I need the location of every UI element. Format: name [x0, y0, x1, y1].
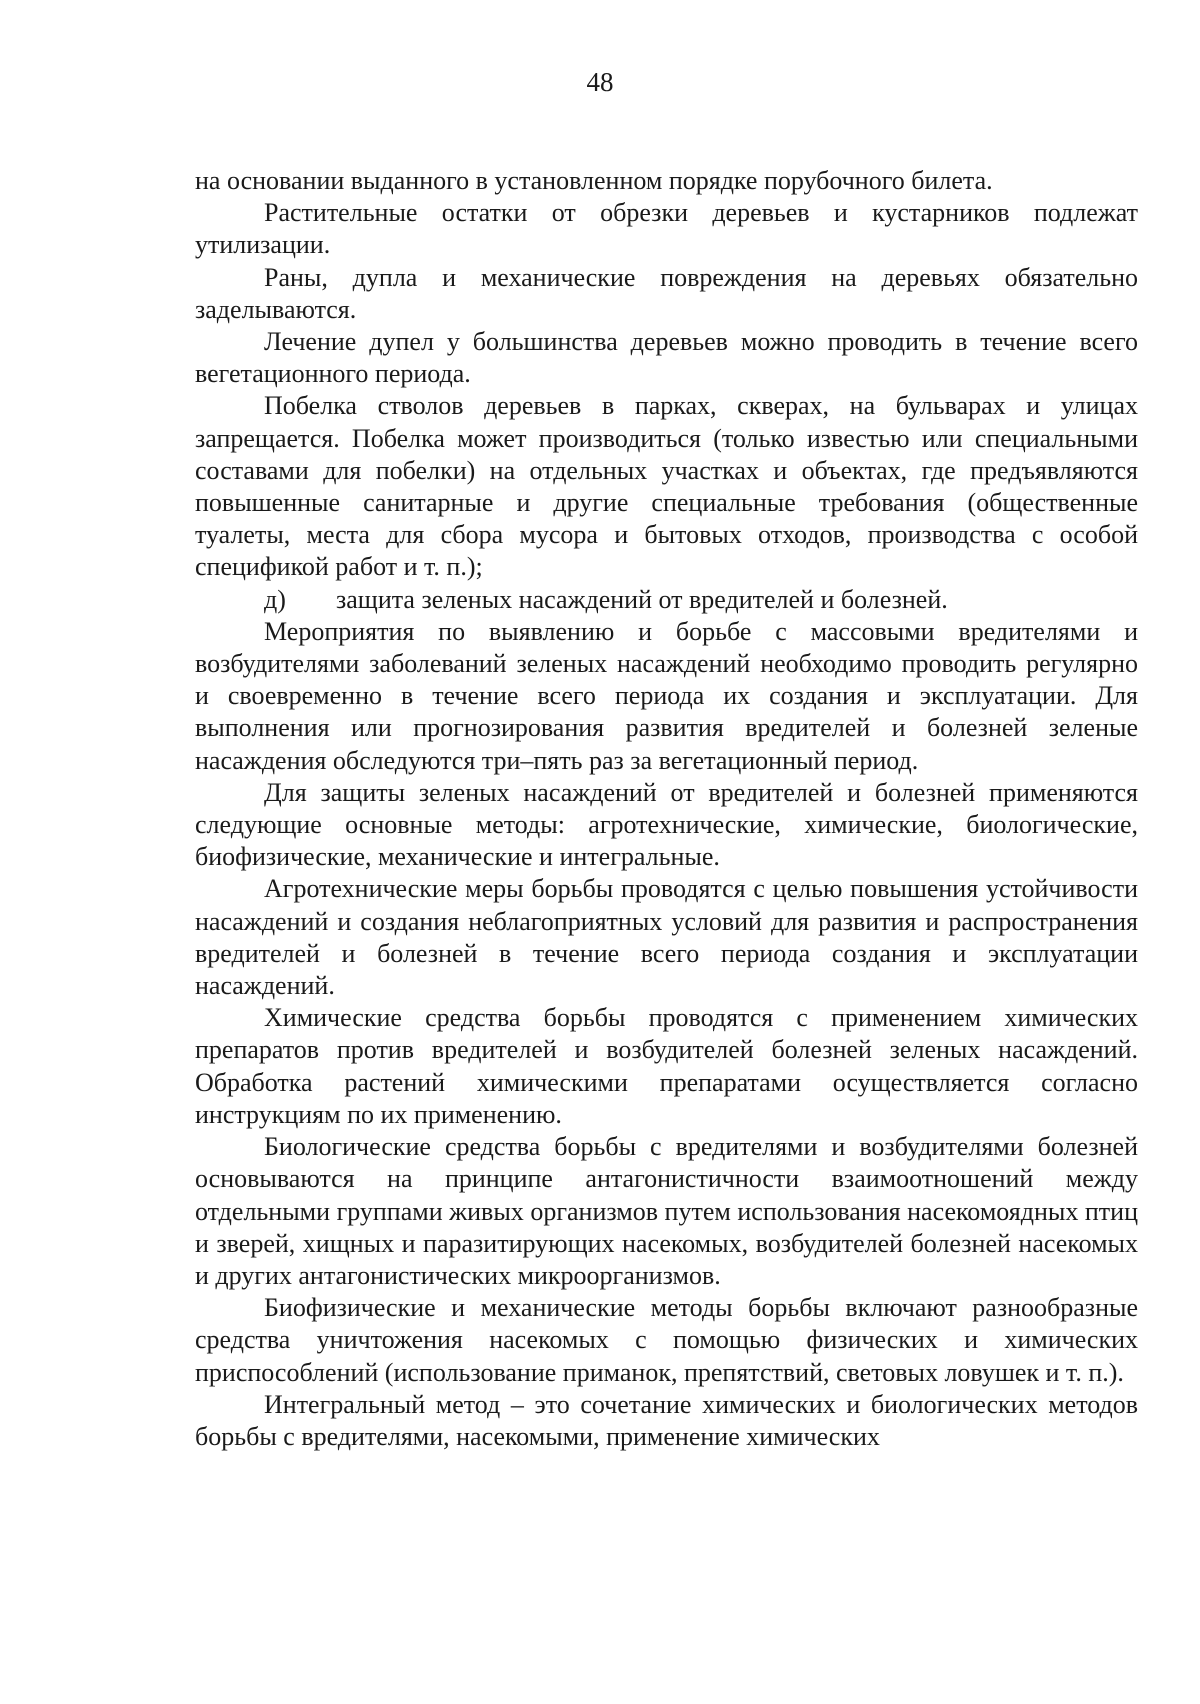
list-marker: д)	[264, 584, 286, 614]
paragraph: Мероприятия по выявлению и борьбе с массовыми вредителями и возбудителями заболеваний зеленых насаждений необходимо проводить регулярно и своевременно в течение всего периода их создания и эксплуатации. Для выполнения или прогнозирования развития вредителей и болезней зеленые насаждения обследуются три–пять раз за вегетационный период.	[195, 616, 1138, 775]
paragraph: Для защиты зеленых насаждений от вредителей и болезней применяются следующие основные методы: агротехнические, химические, биологические, биофизические, механические и интегральные.	[195, 777, 1138, 872]
paragraph: Биологические средства борьбы с вредителями и возбудителями болезней основываются на принципе антагонистичности взаимоотношений между отдельными группами живых организмов путем использования насекомоядных птиц и зверей, хищных и паразитирующих насекомых, возбудителей болезней насекомых и других антагонистических микроорганизмов.	[195, 1132, 1138, 1290]
paragraph: Лечение дупел у большинства деревьев можно проводить в течение всего вегетационного периода.	[195, 327, 1138, 389]
paragraph: Растительные остатки от обрезки деревьев и кустарников подлежат утилизации.	[195, 198, 1138, 260]
body-text	[195, 165, 1138, 1453]
paragraph: Биофизические и механические методы борьбы включают разнообразные средства уничтожения насекомых с помощью физических и химических приспособлений (использование приманок, препятствий, световых ловушек и т. п.).	[195, 1293, 1138, 1387]
page-number: 48	[586, 67, 614, 97]
paragraph: Побелка стволов деревьев в парках, скверах, на бульварах и улицах запрещается. Побелка может производиться (только известью или специальными составами для побелки) на отдельных участках и объектах, где предъявляются повышенные санитарные и другие специальные требования (общественные туалеты, места для сбора мусора и бытовых отходов, производства с особой спецификой работ и т. п.);	[195, 391, 1138, 582]
list-item-text: защита зеленых насаждений от вредителей и болезней.	[336, 584, 948, 614]
paragraph: Агротехнические меры борьбы проводятся с целью повышения устойчивости насаждений и создания неблагоприятных условий для развития и распространения вредителей и болезней в течение всего периода создания и эксплуатации насаждений.	[195, 874, 1138, 1001]
paragraph: Раны, дупла и механические повреждения на деревьях обязательно заделываются.	[195, 262, 1138, 324]
paragraph: Химические средства борьбы проводятся с применением химических препаратов против вредителей и возбудителей болезней зеленых насаждений. Обработка растений химическими препаратами осуществляется согласно инструкциям по их применению.	[195, 1003, 1138, 1129]
paragraph: на основании выданного в установленном порядке порубочного билета.	[195, 166, 993, 195]
list-item	[195, 584, 1138, 616]
paragraph: Интегральный метод – это сочетание химических и биологических методов борьбы с вредителями, насекомыми, применение химических	[195, 1389, 1138, 1451]
